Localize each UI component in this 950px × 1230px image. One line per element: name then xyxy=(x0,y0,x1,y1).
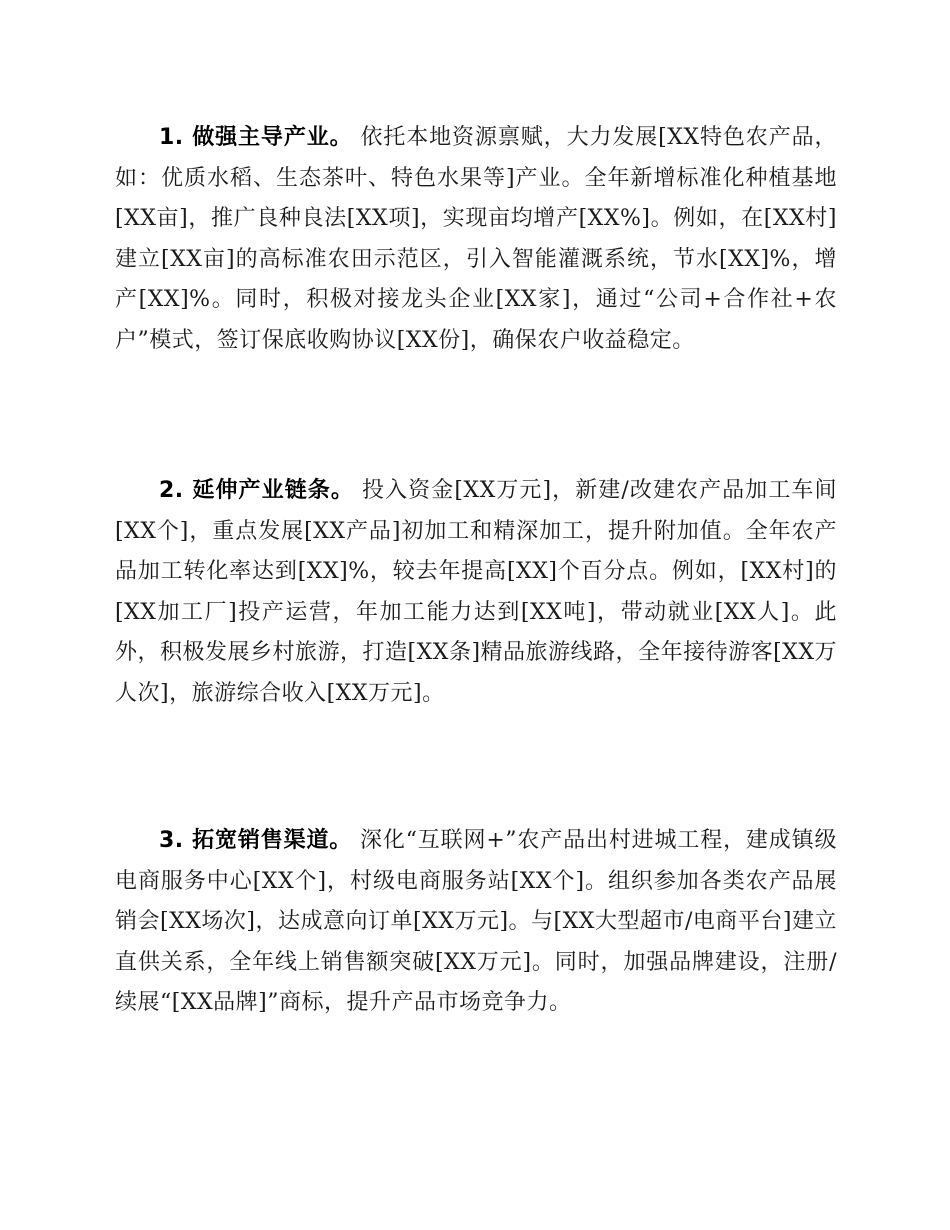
paragraph-heading: 1. 做强主导产业。 xyxy=(159,125,353,150)
paragraph-industry-chain xyxy=(115,471,837,714)
paragraph-leading-industry xyxy=(115,118,837,361)
paragraph-body: 深化“互联网+”农产品出村进城工程，建成镇级电商服务中心[XX个]，村级电商服务站[XX个]。组织参加各类农产品展销会[XX场次]，达成意向订单[XX万元]。与[XX大型超市/电商平台]建立直供关系，全年线上销售额突破[XX万元]。同时，加强品牌建设，注册/续展“[XX品牌]”商标，提升产品市场竞争力。 xyxy=(115,828,837,1015)
paragraph-body: 投入资金[XX万元]，新建/改建农产品加工车间[XX个]，重点发展[XX产品]初加工和精深加工，提升附加值。全年农产品加工转化率达到[XX]%，较去年提高[XX]个百分点。例如，[XX村]的[XX加工厂]投产运营，年加工能力达到[XX吨]，带动就业[XX人]。此外，积极发展乡村旅游，打造[XX条]精品旅游线路，全年接待游客[XX万人次]，旅游综合收入[XX万元]。 xyxy=(115,478,837,706)
paragraph-heading: 3. 拓宽销售渠道。 xyxy=(159,828,353,853)
paragraph-body: 依托本地资源禀赋，大力发展[XX特色农产品，如：优质水稻、生态茶叶、特色水果等]产业。全年新增标准化种植基地[XX亩]，推广良种良法[XX项]，实现亩均增产[XX%]。例如，在[XX村]建立[XX亩]的高标准农田示范区，引入智能灌溉系统，节水[XX]%，增产[XX]%。同时，积极对接龙头企业[XX家]，通过“公司+合作社+农户”模式，签订保底收购协议[XX份]，确保农户收益稳定。 xyxy=(115,125,837,353)
paragraph-heading: 2. 延伸产业链条。 xyxy=(159,478,354,503)
paragraph-sales-channels xyxy=(115,821,837,1024)
